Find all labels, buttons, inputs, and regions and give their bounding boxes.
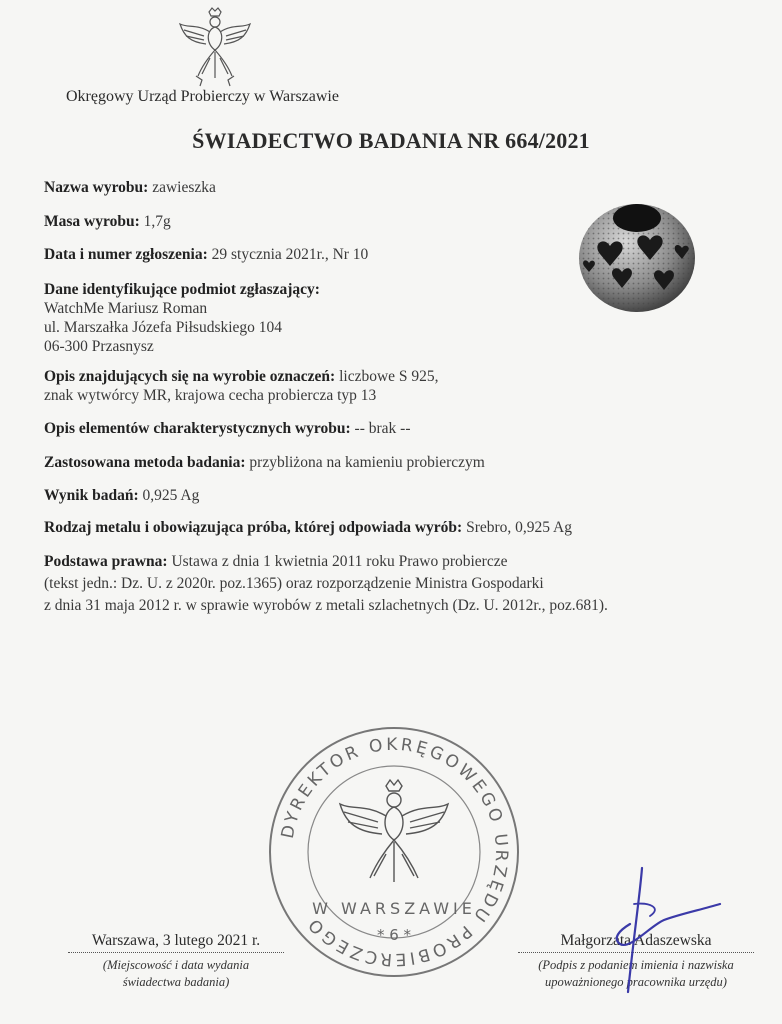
eagle-seal-icon [340, 780, 448, 882]
field-label: Dane identyfikujące podmiot zgłaszający: [44, 281, 320, 298]
seal-city: W WARSZAWIE [312, 899, 476, 918]
place-date-caption-2: świadectwa badania) [122, 975, 230, 989]
field-value-line: (tekst jedn.: Dz. U. z 2020r. poz.1365) oraz rozporządzenie Ministra Gospodarki [44, 575, 544, 592]
field-label: Nazwa wyrobu: [44, 179, 149, 196]
field-nazwa [44, 178, 216, 197]
field-elementy [44, 419, 411, 438]
field-label: Masa wyrobu: [44, 213, 140, 230]
field-value: liczbowe S 925, [339, 368, 439, 385]
seal-number: * 6 * [376, 926, 412, 944]
issuing-office: Okręgowy Urząd Probierczy w Warszawie [66, 88, 339, 105]
eagle-emblem-icon [176, 6, 254, 88]
field-podstawa [44, 551, 608, 617]
field-value-line: z dnia 31 maja 2012 r. w sprawie wyrobów z metali szlachetnych (Dz. U. 2012r., poz.681). [44, 597, 608, 614]
field-dane [44, 280, 320, 356]
official-seal [266, 724, 522, 980]
field-label: Zastosowana metoda badania: [44, 454, 246, 471]
field-label: Opis elementów charakterystycznych wyrobu: [44, 420, 351, 437]
field-value: 1,7g [143, 213, 171, 230]
field-label: Wynik badań: [44, 487, 139, 504]
document-title: ŚWIADECTWO BADANIA NR 664/2021 [192, 128, 590, 153]
field-value: Srebro, 0,925 Ag [466, 519, 573, 536]
field-value: Ustawa z dnia 1 kwietnia 2011 roku Prawo probiercze [171, 553, 508, 570]
field-value-line: ul. Marszałka Józefa Piłsudskiego 104 [44, 319, 283, 336]
field-opis [44, 367, 439, 405]
field-value: zawieszka [152, 179, 216, 196]
field-value: przybliżona na kamieniu probierczym [249, 454, 485, 471]
field-label: Data i numer zgłoszenia: [44, 246, 208, 263]
dotted-line [68, 952, 284, 953]
field-metoda [44, 453, 485, 472]
field-value: 29 stycznia 2021r., Nr 10 [211, 246, 369, 263]
field-label: Podstawa prawna: [44, 553, 168, 570]
field-data [44, 245, 368, 264]
field-value-line: 06-300 Przasnysz [44, 338, 154, 355]
place-date-block [62, 932, 290, 991]
product-photo [576, 196, 698, 314]
field-value: 0,925 Ag [142, 487, 200, 504]
field-label: Opis znajdujących się na wyrobie oznaczeń: [44, 368, 336, 385]
place-date-caption: (Miejscowość i data wydania [102, 958, 250, 972]
field-value-line: WatchMe Mariusz Roman [44, 300, 208, 317]
field-rodzaj [44, 518, 572, 537]
signer-caption-2: upoważnionego pracownika urzędu) [545, 975, 727, 989]
signer-caption: (Podpis z podaniem imienia i nazwiska [538, 958, 734, 972]
handwritten-signature [590, 864, 740, 1004]
field-value: -- brak -- [354, 420, 411, 437]
field-label: Rodzaj metalu i obowiązująca próba, której odpowiada wyrób: [44, 519, 463, 536]
field-wynik [44, 486, 199, 505]
seal-ring-text: DYREKTOR OKRĘGOWEGO URZĘDU PROBIERCZEGO [277, 734, 512, 970]
field-value-line: znak wytwórcy MR, krajowa cecha probiercza typ 13 [44, 387, 377, 404]
signer-name: Małgorzata Adaszewska [560, 932, 712, 949]
place-date: Warszawa, 3 lutego 2021 r. [91, 932, 261, 949]
field-masa [44, 212, 171, 231]
